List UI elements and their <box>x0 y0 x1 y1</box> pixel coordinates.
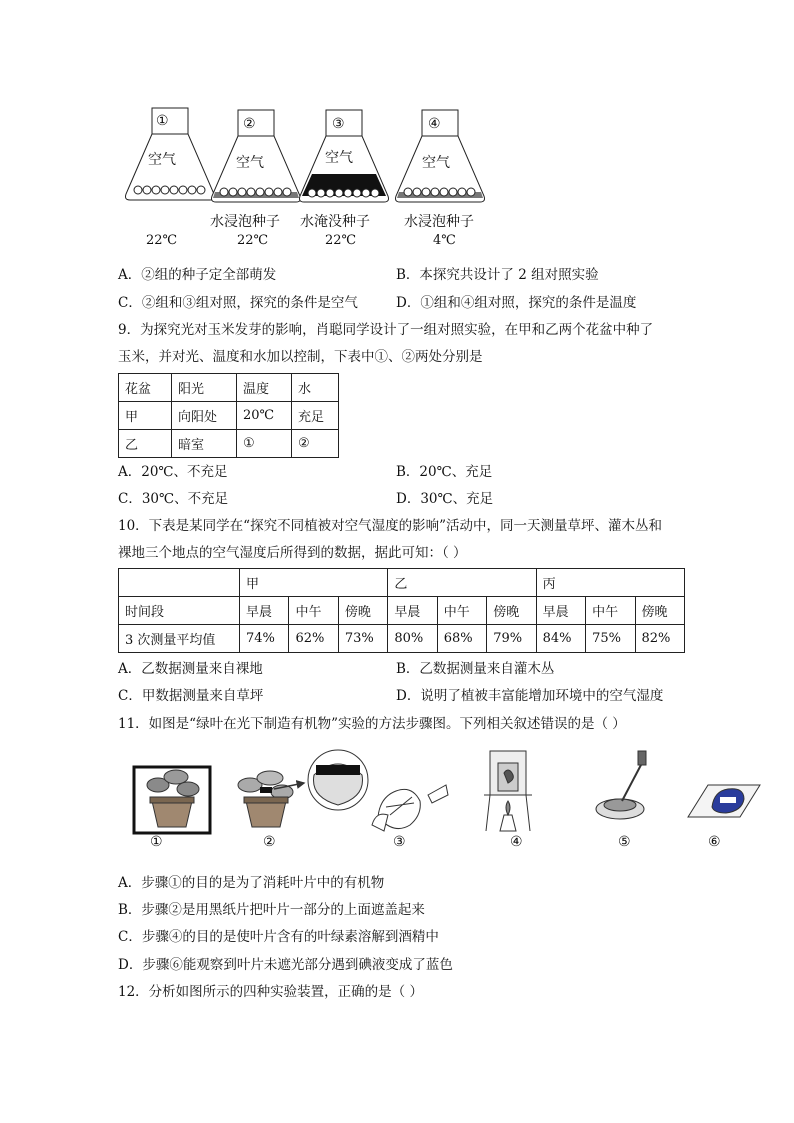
q9-option-c: C．30℃、不充足 <box>118 491 229 507</box>
q9-cell: 阳光 <box>172 374 237 402</box>
q9-cell: 水 <box>292 374 339 402</box>
q8-option-b: B．本探究共设计了 2 组对照实验 <box>396 267 599 283</box>
q10-period: 早晨 <box>388 597 437 625</box>
q8-option-a: A．②组的种子定全部萌发 <box>118 267 277 283</box>
q10-period: 中午 <box>437 597 486 625</box>
q10-group-header: 甲 <box>240 569 388 597</box>
flask-2-seed: 水浸泡种子 <box>210 214 280 230</box>
q9-stem-line2: 玉米，并对光、温度和水加以控制，下表中①、②两处分别是 <box>118 349 483 365</box>
flask-1-label: 空气 <box>148 152 176 168</box>
q9-option-d: D．30℃、充足 <box>396 491 494 507</box>
step-5-label: ⑤ <box>618 834 631 850</box>
q9-cell: 20℃ <box>237 402 292 430</box>
q10-stem-line1: 10．下表是某同学在“探究不同植被对空气湿度的影响”活动中，同一天测量草坪、灌木丛和 <box>118 518 662 534</box>
flask-4-temp: 4℃ <box>433 233 456 248</box>
flask-1-number: ① <box>156 113 169 129</box>
q9-cell: 暗室 <box>172 430 237 458</box>
q10-period: 中午 <box>289 597 338 625</box>
flask-4-seed: 水浸泡种子 <box>404 214 474 230</box>
q10-option-b: B．乙数据测量来自灌木丛 <box>396 661 555 677</box>
q11-option-d: D．步骤⑥能观察到叶片未遮光部分遇到碘液变成了蓝色 <box>118 957 453 973</box>
q10-value: 73% <box>338 625 387 653</box>
flask-3-number: ③ <box>332 116 345 132</box>
q10-value: 68% <box>437 625 486 653</box>
step-4-label: ④ <box>510 834 523 850</box>
q10-value: 62% <box>289 625 338 653</box>
step-4-alcohol-water-bath <box>484 751 532 831</box>
q9-cell: 向阳处 <box>172 402 237 430</box>
q10-row-label: 时间段 <box>119 597 240 625</box>
q9-cell: 充足 <box>292 402 339 430</box>
q10-avg-label: 3 次测量平均值 <box>119 625 240 653</box>
q9-cell: 花盆 <box>119 374 172 402</box>
step-3-remove-leaf <box>372 785 448 831</box>
q10-period: 傍晚 <box>635 597 685 625</box>
q10-corner-cell <box>119 569 240 597</box>
flask-2-label: 空气 <box>236 155 264 171</box>
q8-option-c: C．②组和③组对照，探究的条件是空气 <box>118 295 358 311</box>
step-2-label: ② <box>263 834 276 850</box>
flask-3-temp: 22℃ <box>325 233 357 248</box>
q10-group-header: 丙 <box>536 569 684 597</box>
q9-option-b: B．20℃、充足 <box>396 464 493 480</box>
q10-value: 75% <box>586 625 635 653</box>
q9-table <box>118 373 339 458</box>
flask-1-temp: 22℃ <box>146 233 178 248</box>
q10-period: 傍晚 <box>338 597 387 625</box>
q12-stem: 12．分析如图所示的四种实验装置，正确的是（ ） <box>118 984 423 1000</box>
q10-period: 早晨 <box>240 597 289 625</box>
leaf-starch-experiment-figure <box>128 745 768 837</box>
q9-cell: ② <box>292 430 339 458</box>
q10-stem-line2: 裸地三个地点的空气湿度后所得到的数据，据此可知：（ ） <box>118 545 467 561</box>
q9-cell: 温度 <box>237 374 292 402</box>
flask-2-number: ② <box>243 116 256 132</box>
step-6-observe-leaf <box>688 785 760 817</box>
q10-period: 傍晚 <box>487 597 536 625</box>
flask-4-number: ④ <box>428 116 441 132</box>
q10-option-a: A．乙数据测量来自裸地 <box>118 661 263 677</box>
step-1-label: ① <box>150 834 163 850</box>
q11-stem: 11．如图是“绿叶在光下制造有机物”实验的方法步骤图。下列相关叙述错误的是（ ） <box>118 716 626 732</box>
q10-period: 早晨 <box>536 597 585 625</box>
q10-group-header: 乙 <box>388 569 536 597</box>
q9-cell: ① <box>237 430 292 458</box>
q10-value: 74% <box>240 625 289 653</box>
q9-cell: 甲 <box>119 402 172 430</box>
q11-option-c: C．步骤④的目的是使叶片含有的叶绿素溶解到酒精中 <box>118 929 439 945</box>
step-6-label: ⑥ <box>708 834 721 850</box>
flask-2-temp: 22℃ <box>237 233 269 248</box>
q11-option-b: B．步骤②是用黑纸片把叶片一部分的上面遮盖起来 <box>118 902 425 918</box>
step-3-label: ③ <box>393 834 406 850</box>
q9-stem-line1: 9．为探究光对玉米发芽的影响，肖聪同学设计了一组对照实验，在甲和乙两个花盆中种了 <box>118 322 654 338</box>
q10-value: 84% <box>536 625 585 653</box>
q10-value: 82% <box>635 625 685 653</box>
step-5-iodine-drops <box>596 751 646 819</box>
flask-4-label: 空气 <box>422 155 450 171</box>
q10-value: 80% <box>388 625 437 653</box>
q11-option-a: A．步骤①的目的是为了消耗叶片中的有机物 <box>118 875 385 891</box>
q9-cell: 乙 <box>119 430 172 458</box>
flask-3-label: 空气 <box>325 150 353 166</box>
step-2-covered-leaf <box>238 750 368 827</box>
q10-option-c: C．甲数据测量来自草坪 <box>118 688 264 704</box>
q10-option-d: D．说明了植被丰富能增加环境中的空气湿度 <box>396 688 664 704</box>
q10-table <box>118 568 685 653</box>
flask-3-seed: 水淹没种子 <box>300 214 370 230</box>
q10-period: 中午 <box>586 597 635 625</box>
q10-value: 79% <box>487 625 536 653</box>
q9-option-a: A．20℃、不充足 <box>118 464 228 480</box>
step-1-plant-in-dark <box>134 767 210 833</box>
q8-option-d: D．①组和④组对照，探究的条件是温度 <box>396 295 637 311</box>
